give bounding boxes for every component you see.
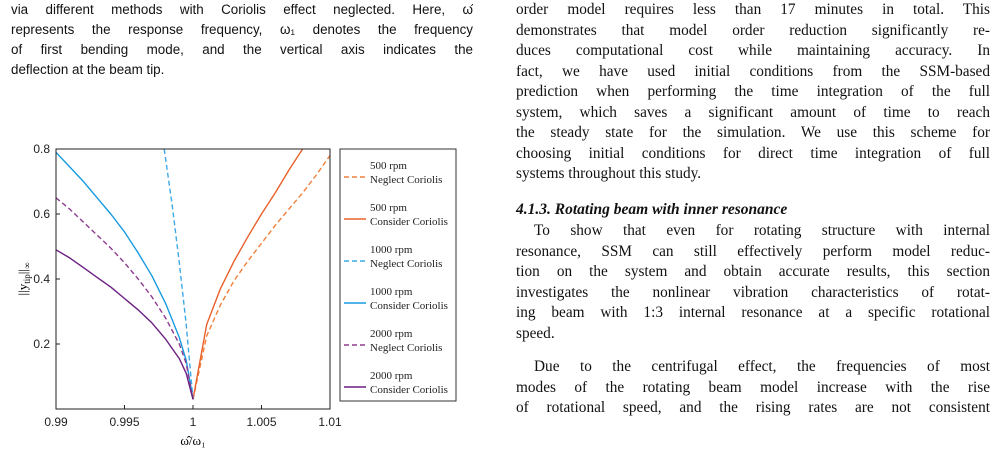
y-tick-label: 0.4 [33, 272, 50, 286]
text-line: ing beam with 1:3 internal resonance at a specific rotational [516, 304, 990, 321]
section-heading: 4.1.3. Rotating beam with inner resonance [516, 200, 788, 218]
text-line: Due to the centrifugal effect, the frequencies of most [534, 358, 990, 375]
y-tick-label: 0.6 [33, 207, 50, 221]
legend-label: Neglect Coriolis [370, 174, 443, 186]
legend-label: Consider Coriolis [370, 300, 448, 312]
body-text [516, 0, 990, 419]
series-line [56, 250, 193, 399]
text-line: demonstrates that model order reduction significantly re- [516, 21, 990, 39]
legend-label: 2000 rpm [370, 370, 413, 382]
legend-box [340, 149, 456, 401]
x-tick-label: 0.99 [44, 415, 68, 429]
x-tick-label: 1 [189, 415, 197, 429]
y-axis-label: $||y_{tip}||_\infty$ [15, 262, 32, 296]
series-line [193, 149, 303, 399]
text-line: the steady state for the simulation. We use this scheme for [516, 124, 990, 141]
caption-line: represents the response frequency, ω₁ denotes the frequency [11, 22, 473, 37]
series-line [164, 149, 193, 399]
text-line: prediction when performing the time integration of the full [516, 83, 990, 100]
text-line: To show that even for rotating structure with internal [534, 222, 990, 239]
x-tick-label: 1.005 [246, 415, 277, 429]
caption-line: via different methods with Coriolis effect neglected. Here, ω̂ [11, 2, 473, 17]
text-line: tion on the system and obtain accurate results, this section [516, 263, 990, 280]
text-line: choosing initial conditions for direct time integration of full [516, 144, 990, 162]
text-line: system, which saves a significant amount of time to reach [516, 103, 990, 121]
plot-frame [56, 149, 330, 409]
text-line: resonance, SSM can still effectively perform model reduc- [516, 242, 990, 260]
series-line [56, 152, 193, 399]
legend-label: 2000 rpm [370, 328, 413, 340]
text-line: systems throughout this study. [516, 165, 702, 182]
legend-label: 1000 rpm [370, 244, 413, 256]
text-line: speed. [516, 324, 555, 342]
y-tick-label: 0.8 [33, 143, 50, 156]
y-tick-label: 0.2 [33, 337, 50, 351]
x-tick-label: 0.995 [109, 415, 140, 429]
caption-line: of first bending mode, and the vertical axis indicates the [11, 42, 473, 57]
legend-label: 500 rpm [370, 160, 407, 172]
x-tick-label: 1.01 [318, 415, 342, 429]
legend-label: Neglect Coriolis [370, 342, 443, 354]
text-line: duces computational cost while maintaining accuracy. In [516, 42, 990, 59]
legend-label: Consider Coriolis [370, 216, 448, 228]
text-line: of rotational speed, and the rising rates are not consistent [516, 399, 990, 416]
legend-label: Consider Coriolis [370, 384, 448, 396]
caption-line: deflection at the beam tip. [11, 62, 165, 77]
figure-caption [11, 0, 473, 80]
legend-label: Neglect Coriolis [370, 258, 443, 270]
text-line: investigates the nonlinear vibration characteristics of rotat- [516, 283, 990, 301]
frequency-response-chart [0, 143, 500, 465]
x-axis-label: ω̂/ω₁ [180, 433, 206, 448]
series-line [193, 156, 330, 400]
text-line: modes of the rotating beam model increase with the rise [516, 378, 990, 396]
legend-label: 1000 rpm [370, 286, 413, 298]
text-line: fact, we have used initial conditions from the SSM-based [516, 62, 990, 80]
legend-label: 500 rpm [370, 202, 407, 214]
text-line: order model requires less than 17 minutes in total. This [516, 1, 990, 18]
